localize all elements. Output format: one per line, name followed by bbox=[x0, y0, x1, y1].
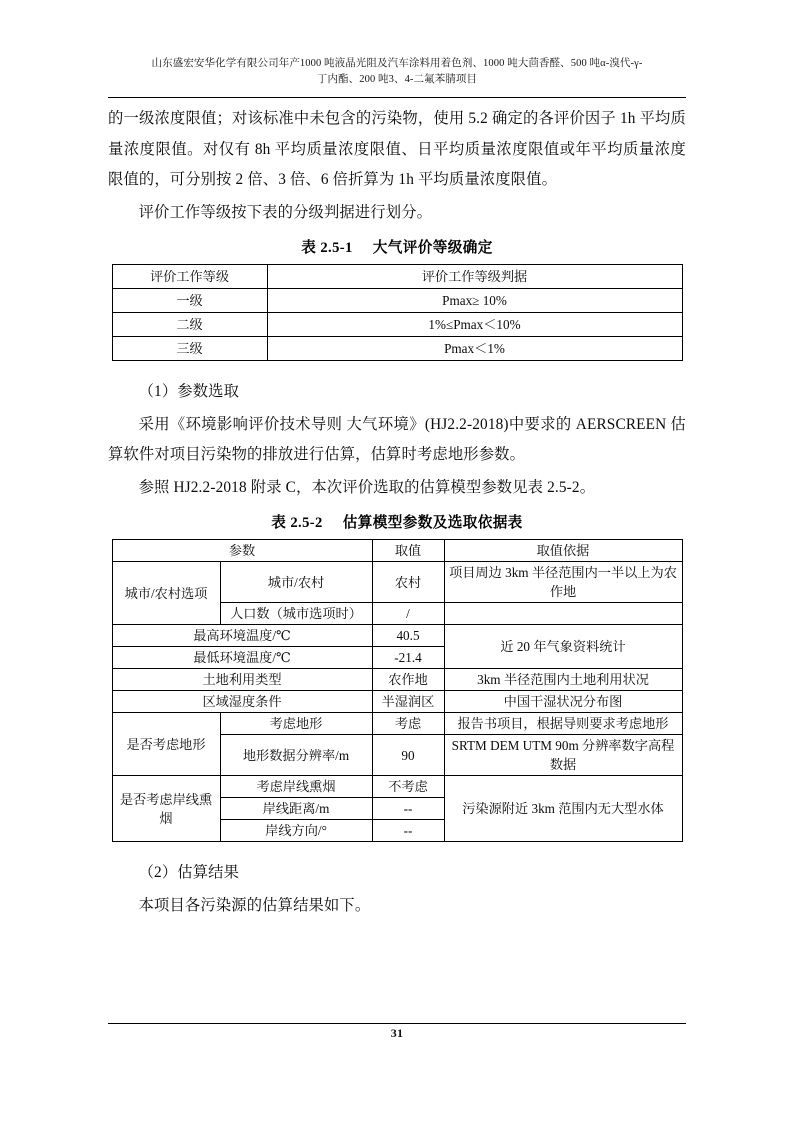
cell-param: 土地利用类型 bbox=[112, 669, 372, 691]
cell-basis bbox=[444, 603, 682, 625]
cell-value: -- bbox=[372, 798, 444, 820]
table-252-caption-number: 表 2.5-2 bbox=[271, 515, 323, 531]
cell-value: 半湿润区 bbox=[372, 691, 444, 713]
cell-criteria: 1%≤Pmax＜10% bbox=[267, 313, 682, 337]
table-row bbox=[112, 337, 682, 361]
table-row-header bbox=[112, 265, 682, 289]
cell-param: 人口数（城市选项时） bbox=[220, 603, 372, 625]
cell-criteria: Pmax≥ 10% bbox=[267, 289, 682, 313]
table-row bbox=[112, 669, 682, 691]
cell-param: 考虑地形 bbox=[220, 713, 372, 735]
cell-group-terrain: 是否考虑地形 bbox=[112, 713, 220, 776]
cell-grade: 二级 bbox=[112, 313, 267, 337]
cell-basis: SRTM DEM UTM 90m 分辨率数字高程数据 bbox=[444, 735, 682, 776]
column-header-value: 取值 bbox=[372, 540, 444, 562]
running-header-line-2: 丁内酯、200 吨3、4-二氟苯腈项目 bbox=[316, 74, 478, 86]
table-252-caption bbox=[108, 512, 686, 534]
cell-value: / bbox=[372, 603, 444, 625]
table-row bbox=[112, 289, 682, 313]
cell-basis: 报告书项目，根据导则要求考虑地形 bbox=[444, 713, 682, 735]
table-251-caption-text: 大气评价等级确定 bbox=[372, 240, 493, 256]
table-252-caption-text: 估算模型参数及选取依据表 bbox=[342, 515, 523, 531]
cell-grade: 一级 bbox=[112, 289, 267, 313]
footer-divider bbox=[108, 1023, 686, 1024]
paragraph-1: 的一级浓度限值；对该标准中未包含的污染物，使用 5.2 确定的各评价因子 1h 平均质量浓度限值。对仅有 8h 平均质量浓度限值、日平均质量浓度限值或年平均质量浓度限值的，可分别按 2 倍、3 倍、6 倍折算为 1h 平均质量浓度限值。 bbox=[108, 110, 686, 188]
document-body bbox=[108, 104, 686, 923]
table-row bbox=[112, 713, 682, 735]
cell-group-shoreline-fumigation: 是否考虑岸线熏烟 bbox=[112, 776, 220, 842]
cell-basis: 污染源附近 3km 范围内无大型水体 bbox=[444, 776, 682, 842]
column-header-criteria: 评价工作等级判据 bbox=[267, 265, 682, 289]
page-number: 31 bbox=[390, 1026, 404, 1040]
paragraph-5: 参照 HJ2.2-2018 附录 C，本次评价选取的估算模型参数见表 2.5-2。 bbox=[138, 478, 596, 496]
table-row bbox=[112, 562, 682, 603]
cell-param: 岸线方向/° bbox=[220, 820, 372, 842]
table-air-assessment-grade bbox=[112, 264, 683, 361]
cell-basis: 3km 半径范围内土地利用状况 bbox=[444, 669, 682, 691]
cell-value: -- bbox=[372, 820, 444, 842]
table-row-header bbox=[112, 540, 682, 562]
cell-value: 农作地 bbox=[372, 669, 444, 691]
running-header bbox=[108, 56, 686, 89]
cell-value: 90 bbox=[372, 735, 444, 776]
table-row bbox=[112, 313, 682, 337]
column-header-basis: 取值依据 bbox=[444, 540, 682, 562]
cell-value: 农村 bbox=[372, 562, 444, 603]
cell-param: 最低环境温度/℃ bbox=[112, 647, 372, 669]
table-row bbox=[112, 625, 682, 647]
running-header-line-1: 山东盛宏安华化学有限公司年产1000 吨液晶光阻及汽车涂料用着色剂、1000 吨大茴香醛、500 吨α-溴代-γ- bbox=[151, 58, 643, 69]
cell-basis: 中国干湿状况分布图 bbox=[444, 691, 682, 713]
table-row bbox=[112, 691, 682, 713]
paragraph-2: 评价工作等级按下表的分级判据进行划分。 bbox=[138, 203, 433, 221]
cell-value: 40.5 bbox=[372, 625, 444, 647]
table-251-caption bbox=[108, 237, 686, 259]
paragraph-3: （1）参数选取 bbox=[138, 383, 240, 400]
cell-basis: 近 20 年气象资料统计 bbox=[444, 625, 682, 669]
table-estimation-model-parameters bbox=[112, 539, 683, 842]
cell-value: 考虑 bbox=[372, 713, 444, 735]
column-header-parameter: 参数 bbox=[112, 540, 372, 562]
header-divider bbox=[108, 97, 686, 98]
cell-param: 区域湿度条件 bbox=[112, 691, 372, 713]
cell-param: 考虑岸线熏烟 bbox=[220, 776, 372, 798]
cell-basis: 项目周边 3km 半径范围内一半以上为农作地 bbox=[444, 562, 682, 603]
cell-value: 不考虑 bbox=[372, 776, 444, 798]
cell-param: 城市/农村 bbox=[220, 562, 372, 603]
cell-value: -21.4 bbox=[372, 647, 444, 669]
cell-criteria: Pmax＜1% bbox=[267, 337, 682, 361]
paragraph-4: 采用《环境影响评价技术导则 大气环境》(HJ2.2-2018)中要求的 AERSCREEN 估算软件对项目污染物的排放进行估算，估算时考虑地形参数。 bbox=[108, 415, 686, 463]
cell-param: 最高环境温度/℃ bbox=[112, 625, 372, 647]
cell-group-urban-rural: 城市/农村选项 bbox=[112, 562, 220, 625]
column-header-grade: 评价工作等级 bbox=[112, 265, 267, 289]
cell-param: 地形数据分辨率/m bbox=[220, 735, 372, 776]
table-row bbox=[112, 776, 682, 798]
paragraph-6: （2）估算结果 bbox=[138, 864, 240, 881]
cell-grade: 三级 bbox=[112, 337, 267, 361]
paragraph-7: 本项目各污染源的估算结果如下。 bbox=[138, 896, 371, 914]
table-251-caption-number: 表 2.5-1 bbox=[301, 240, 353, 256]
cell-param: 岸线距离/m bbox=[220, 798, 372, 820]
